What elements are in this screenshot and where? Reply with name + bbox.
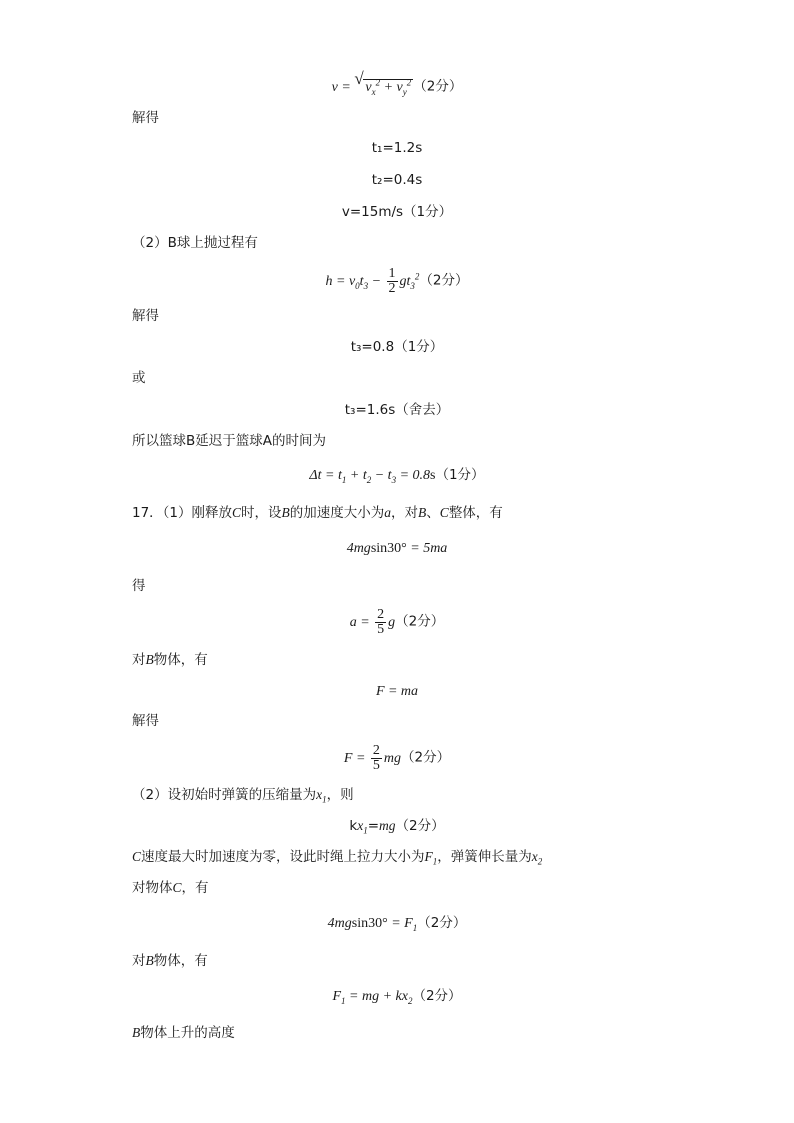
equation-F1b: $F_1$ = mg + $kx_2(2$分） [332,988,462,1006]
equation-F: F = ma [375,684,419,699]
text-delay-intro: 所以篮球B延迟于篮球A的时间为 [132,433,326,449]
equation-t2: t₂=0.4s [371,172,423,188]
text-solve: 解得 [132,110,159,126]
text-for-b2: 对B物体，有 [132,953,208,969]
text-for-c: 对物体C，有 [132,880,209,896]
text-part2b-intro: （2）设初始时弹簧的压缩量为$x_1$，则 [132,787,354,805]
equation-dt: $\Delta t = t_1 + t_2 - t_3 = 0.8s(1$分） [309,467,485,485]
equation-v: v = √ $v_x^2 + v_y^2$ （2分） [331,69,463,97]
score-note: （2分） [395,613,445,630]
equation-h: $h = v_0t_3$ − $\frac{1}{2}$ $gt_3^2(2$分） [325,265,469,296]
score-note: （2分） [412,988,462,1004]
text-solve: 解得 [132,713,159,729]
equation-t1: t₁=1.2s [371,140,423,156]
text-b-rise: B物体上升的高度 [132,1025,235,1041]
equation-kx1: $kx_1=mg(2$分） [349,818,445,836]
equation-t3a: t₃=0.8（1分） [350,339,444,355]
score-note: （1分） [435,467,485,483]
equation-a: a = $\frac{2}{5}$ g（2分） [349,607,445,637]
text-c-max: C速度最大时加速度为零，设此时绳上拉力大小为$F_1$，弹簧伸长量为$x_2$ [132,849,543,867]
equation-F2: F = $\frac{2}{5}$ mg（2分） [343,743,451,773]
text-q17-intro: 17．（1）刚释放C时，设B的加速度大小为a，对B、C整体，有 [132,505,503,521]
score-note: （2分） [417,915,467,931]
text-get: 得 [132,578,146,594]
equation-v-result: v=15m/s（1分） [341,204,453,220]
equation-F1: $4mgsin30^\circ = F_1(2$分） [327,915,467,933]
text-or: 或 [132,370,146,386]
score-note: （2分） [413,78,463,95]
score-note: （2分） [401,749,451,766]
text-solve: 解得 [132,308,159,324]
equation-4mg: 4mgsin30° = 5ma [346,541,448,556]
equation-t3b: t₃=1.6s（舍去） [344,402,450,418]
score-note: （2分） [419,272,469,289]
text-part2-intro: （2）B球上抛过程有 [132,235,258,251]
text-for-b: 对B物体，有 [132,652,208,668]
